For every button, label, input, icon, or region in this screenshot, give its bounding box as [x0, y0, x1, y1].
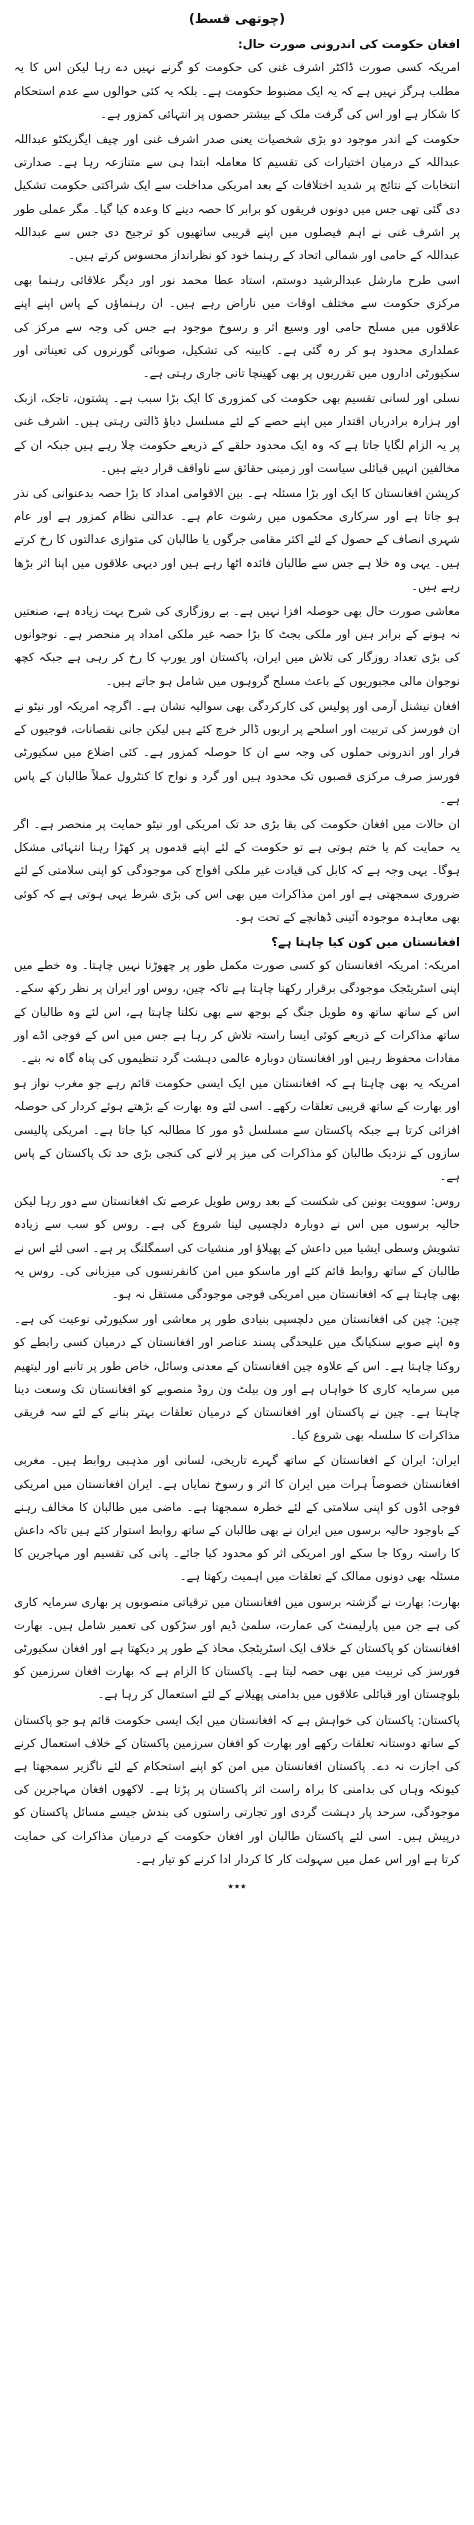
- paragraph: پاکستان: پاکستان کی خواہش ہے کہ افغانستان میں ایک ایسی حکومت قائم ہو جو پاکستان کے ساتھ دوستانہ تعلقات رکھے اور بھارت کو افغان سرزمین پاکستان کے خلاف استعمال کرنے کی اجازت نہ دے۔ پاکستان افغانستان میں امن کو اپنے استحکام کے لئے ناگزیر سمجھتا ہے کیونکہ وہاں کی بدامنی کا براہ راست اثر پاکستان پر پڑتا ہے۔ لاکھوں افغان مہاجرین کی موجودگی، سرحد پار دہشت گردی اور تجارتی راستوں کی بندش جیسے مسائل پاکستان کو درپیش ہیں۔ اسی لئے پاکستان طالبان اور افغان حکومت کے درمیان مذاکرات کی حمایت کرتا ہے اور اس عمل میں سہولت کار کا کردار ادا کرنے کو تیار ہے۔: [14, 1712, 460, 1866]
- paragraph: افغان نیشنل آرمی اور پولیس کی کارکردگی بھی سوالیہ نشان ہے۔ اگرچہ امریکہ اور نیٹو نے ان فورسز کی تربیت اور اسلحے پر اربوں ڈالر خرچ کئے ہیں لیکن جانی نقصانات، فوجیوں کے فرار اور اندرونی حملوں کی وجہ سے ان کا حوصلہ کمزور ہے۔ کئی اضلاع میں سکیورٹی فورسز صرف مرکزی قصبوں تک محدود ہیں اور گرد و نواح کا کنٹرول عملاً طالبان کے پاس ہے۔: [14, 698, 460, 806]
- section-heading-internal-situation: افغان حکومت کی اندرونی صورت حال:: [237, 37, 460, 52]
- paragraph: اسی طرح مارشل عبدالرشید دوستم، استاد عطا محمد نور اور دیگر علاقائی رہنما بھی مرکزی حکومت سے مختلف اوقات میں ناراض رہے ہیں۔ ان رہنماؤں کے پاس اپنے اپنے علاقوں میں مسلح حامی اور وسیع اثر و رسوخ موجود ہے جس کی وجہ سے مرکز کی عملداری محدود ہو کر رہ گئی ہے۔ کابینہ کی تشکیل، صوبائی گورنروں کی تعیناتی اور سکیورٹی اداروں میں تقرریوں پر بھی کھینچا تانی جاری رہتی ہے۔: [14, 273, 460, 381]
- paragraph: معاشی صورت حال بھی حوصلہ افزا نہیں ہے۔ بے روزگاری کی شرح بہت زیادہ ہے، صنعتیں نہ ہونے کے برابر ہیں اور ملکی بجٹ کا بڑا حصہ غیر ملکی امداد پر منحصر ہے۔ نوجوانوں کی بڑی تعداد روزگار کی تلاش میں ایران، پاکستان اور یورپ کا رخ کر رہی ہے جبکہ کچھ نوجوان مالی مجبوریوں کے باعث مسلح گروہوں میں شامل ہو جاتے ہیں۔: [14, 604, 460, 688]
- paragraph: کرپشن افغانستان کا ایک اور بڑا مسئلہ ہے۔ بین الاقوامی امداد کا بڑا حصہ بدعنوانی کی نذر ہو جاتا ہے اور سرکاری محکموں میں رشوت عام ہے۔ عدالتی نظام کمزور ہے اور عام شہری انصاف کے حصول کے لئے اکثر مقامی جرگوں یا طالبان کی متوازی عدالتوں کا رخ کرتے ہیں۔ یہی وہ خلا ہے جس سے طالبان فائدہ اٹھا رہے ہیں اور دیہی علاقوں میں اپنا اثر بڑھا رہے ہیں۔: [14, 486, 460, 593]
- paragraph: امریکہ یہ بھی چاہتا ہے کہ افغانستان میں ایک ایسی حکومت قائم رہے جو مغرب نواز ہو اور بھارت کے ساتھ قریبی تعلقات رکھے۔ اسی لئے وہ بھارت کے بڑھتے ہوئے کردار کی حوصلہ افزائی کرتا ہے جبکہ پاکستان سے مسلسل ڈو مور کا مطالبہ کیا جاتا ہے۔ امریکی پالیسی سازوں کے نزدیک طالبان کو مذاکرات کی میز پر لانے کی کنجی بڑی حد تک پاکستان کے پاس ہے۔: [14, 1076, 460, 1183]
- paragraph: ایران: ایران کے افغانستان کے ساتھ گہرے تاریخی، لسانی اور مذہبی روابط ہیں۔ مغربی افغانستان خصوصاً ہرات میں ایران کا اثر و رسوخ نمایاں ہے۔ ایران افغانستان میں امریکی فوجی اڈوں کو اپنی سلامتی کے لئے خطرہ سمجھتا ہے۔ ماضی میں طالبان کا مخالف رہنے کے باوجود حالیہ برسوں میں ایران نے بھی طالبان کے ساتھ روابط استوار کئے ہیں تاکہ داعش کا راستہ روکا جا سکے اور امریکی اثر کو محدود کیا جائے۔ پانی کی تقسیم اور مہاجرین کا مسئلہ بھی دونوں ممالک کے تعلقات میں اہمیت رکھتا ہے۔: [14, 1453, 460, 1584]
- paragraph: نسلی اور لسانی تقسیم بھی حکومت کی کمزوری کا ایک بڑا سبب ہے۔ پشتون، تاجک، ازبک اور ہزارہ برادریاں اقتدار میں اپنے حصے کے لئے مسلسل دباؤ ڈالتی رہتی ہیں۔ اشرف غنی پر یہ الزام لگایا جاتا ہے کہ وہ ایک محدود حلقے کے ذریعے حکومت چلا رہے ہیں جبکہ ان کے مخالفین انہیں قبائلی سیاست اور زمینی حقائق سے ناواقف قرار دیتے ہیں۔: [14, 391, 460, 475]
- installment-heading: (چوتھی قسط): [188, 12, 286, 27]
- end-mark: ٭٭٭: [227, 1879, 247, 1894]
- paragraph: امریکہ: امریکہ افغانستان کو کسی صورت مکمل طور پر چھوڑنا نہیں چاہتا۔ وہ خطے میں اپنی اسٹریٹجک موجودگی برقرار رکھنا چاہتا ہے تاکہ چین، روس اور ایران پر نظر رکھ سکے۔ اس کے ساتھ ساتھ وہ طویل جنگ کے بوجھ سے بھی نکلنا چاہتا ہے، اس لئے وہ طالبان کے ساتھ مذاکرات کے ذریعے کوئی ایسا راستہ تلاش کر رہا ہے جس میں اس کے فوجی اڈے اور مفادات محفوظ رہیں اور افغانستان دوبارہ عالمی دہشت گرد تنظیموں کی پناہ گاہ نہ بنے۔: [14, 958, 460, 1065]
- section-question-who-wants-what: افغانستان میں کون کیا چاہتا ہے؟: [271, 934, 460, 949]
- paragraph: امریکہ کسی صورت ڈاکٹر اشرف غنی کی حکومت کو گرنے نہیں دے رہا لیکن اس کا یہ مطلب ہرگز نہیں ہے کہ یہ ایک مضبوط حکومت ہے۔ بلکہ یہ کئی حوالوں سے عدم استحکام کا شکار ہے اور اس کی گرفت ملک کے بیشتر حصوں پر انتہائی کمزور ہے۔: [14, 60, 460, 121]
- paragraph: حکومت کے اندر موجود دو بڑی شخصیات یعنی صدر اشرف غنی اور چیف ایگزیکٹو عبداللہ عبداللہ کے درمیان اختیارات کی تقسیم کا معاملہ ابتدا ہی سے متنازعہ رہا ہے۔ صدارتی انتخابات کے نتائج پر شدید اختلافات کے بعد امریکی مداخلت سے ایک شراکتی حکومت تشکیل دی گئی تھی جس میں دونوں فریقوں کو برابر کا حصہ دینے کا وعدہ کیا گیا۔ مگر عملی طور پر اشرف غنی نے اہم فیصلوں میں اپنے قریبی ساتھیوں کو ترجیح دی جس سے عبداللہ عبداللہ کے حامی اور شمالی اتحاد کے رہنما خود کو نظرانداز محسوس کرتے ہیں۔: [14, 132, 460, 263]
- paragraph: بھارت: بھارت نے گزشتہ برسوں میں افغانستان میں ترقیاتی منصوبوں پر بھاری سرمایہ کاری کی ہے جن میں پارلیمنٹ کی عمارت، سلمیٰ ڈیم اور سڑکوں کی تعمیر شامل ہیں۔ بھارت افغانستان کو پاکستان کے خلاف ایک اسٹریٹجک محاذ کے طور پر دیکھتا ہے اور افغان سکیورٹی فورسز کی تربیت میں بھی حصہ لیتا ہے۔ پاکستان کا الزام ہے کہ بھارت افغان سرزمین کو بلوچستان اور قبائلی علاقوں میں بدامنی پھیلانے کے لئے استعمال کر رہا ہے۔: [14, 1594, 460, 1702]
- paragraph: ان حالات میں افغان حکومت کی بقا بڑی حد تک امریکی اور نیٹو حمایت پر منحصر ہے۔ اگر یہ حمایت کم یا ختم ہوتی ہے تو حکومت کے لئے اپنے قدموں پر کھڑا رہنا انتہائی مشکل ہوگا۔ یہی وجہ ہے کہ کابل کی قیادت غیر ملکی افواج کی موجودگی کو اپنی سلامتی کے لئے ضروری سمجھتی ہے اور امن مذاکرات میں بھی اس کی بڑی شرط یہی ہوتی ہے کہ کوئی بھی معاہدہ موجودہ آئینی ڈھانچے کے تحت ہو۔: [14, 816, 460, 924]
- paragraph: روس: سوویت یونین کی شکست کے بعد روس طویل عرصے تک افغانستان سے دور رہا لیکن حالیہ برسوں میں اس نے دوبارہ دلچسپی لینا شروع کی ہے۔ روس کو سب سے زیادہ تشویش وسطی ایشیا میں داعش کے پھیلاؤ اور منشیات کی اسمگلنگ پر ہے۔ اسی لئے اس نے طالبان کے ساتھ روابط قائم کئے اور ماسکو میں امن کانفرنسوں کی میزبانی کی۔ روس یہ بھی چاہتا ہے کہ افغانستان میں امریکی فوجی موجودگی مستقل نہ ہو۔: [14, 1194, 460, 1301]
- paragraph: چین: چین کی افغانستان میں دلچسپی بنیادی طور پر معاشی اور سکیورٹی نوعیت کی ہے۔ وہ اپنے صوبے سنکیانگ میں علیحدگی پسند عناصر اور افغانستان کے درمیان کسی رابطے کو روکنا چاہتا ہے۔ اس کے علاوہ چین افغانستان کے معدنی وسائل، خاص طور پر تانبے اور لیتھیم میں سرمایہ کاری کا خواہاں ہے اور ون بیلٹ ون روڈ منصوبے کو افغانستان تک وسعت دینا چاہتا ہے۔ چین نے پاکستان اور افغانستان کے درمیان تعلقات بہتر بنانے کے لئے سہ فریقی مذاکرات کا سلسلہ بھی شروع کیا۔: [14, 1312, 460, 1443]
